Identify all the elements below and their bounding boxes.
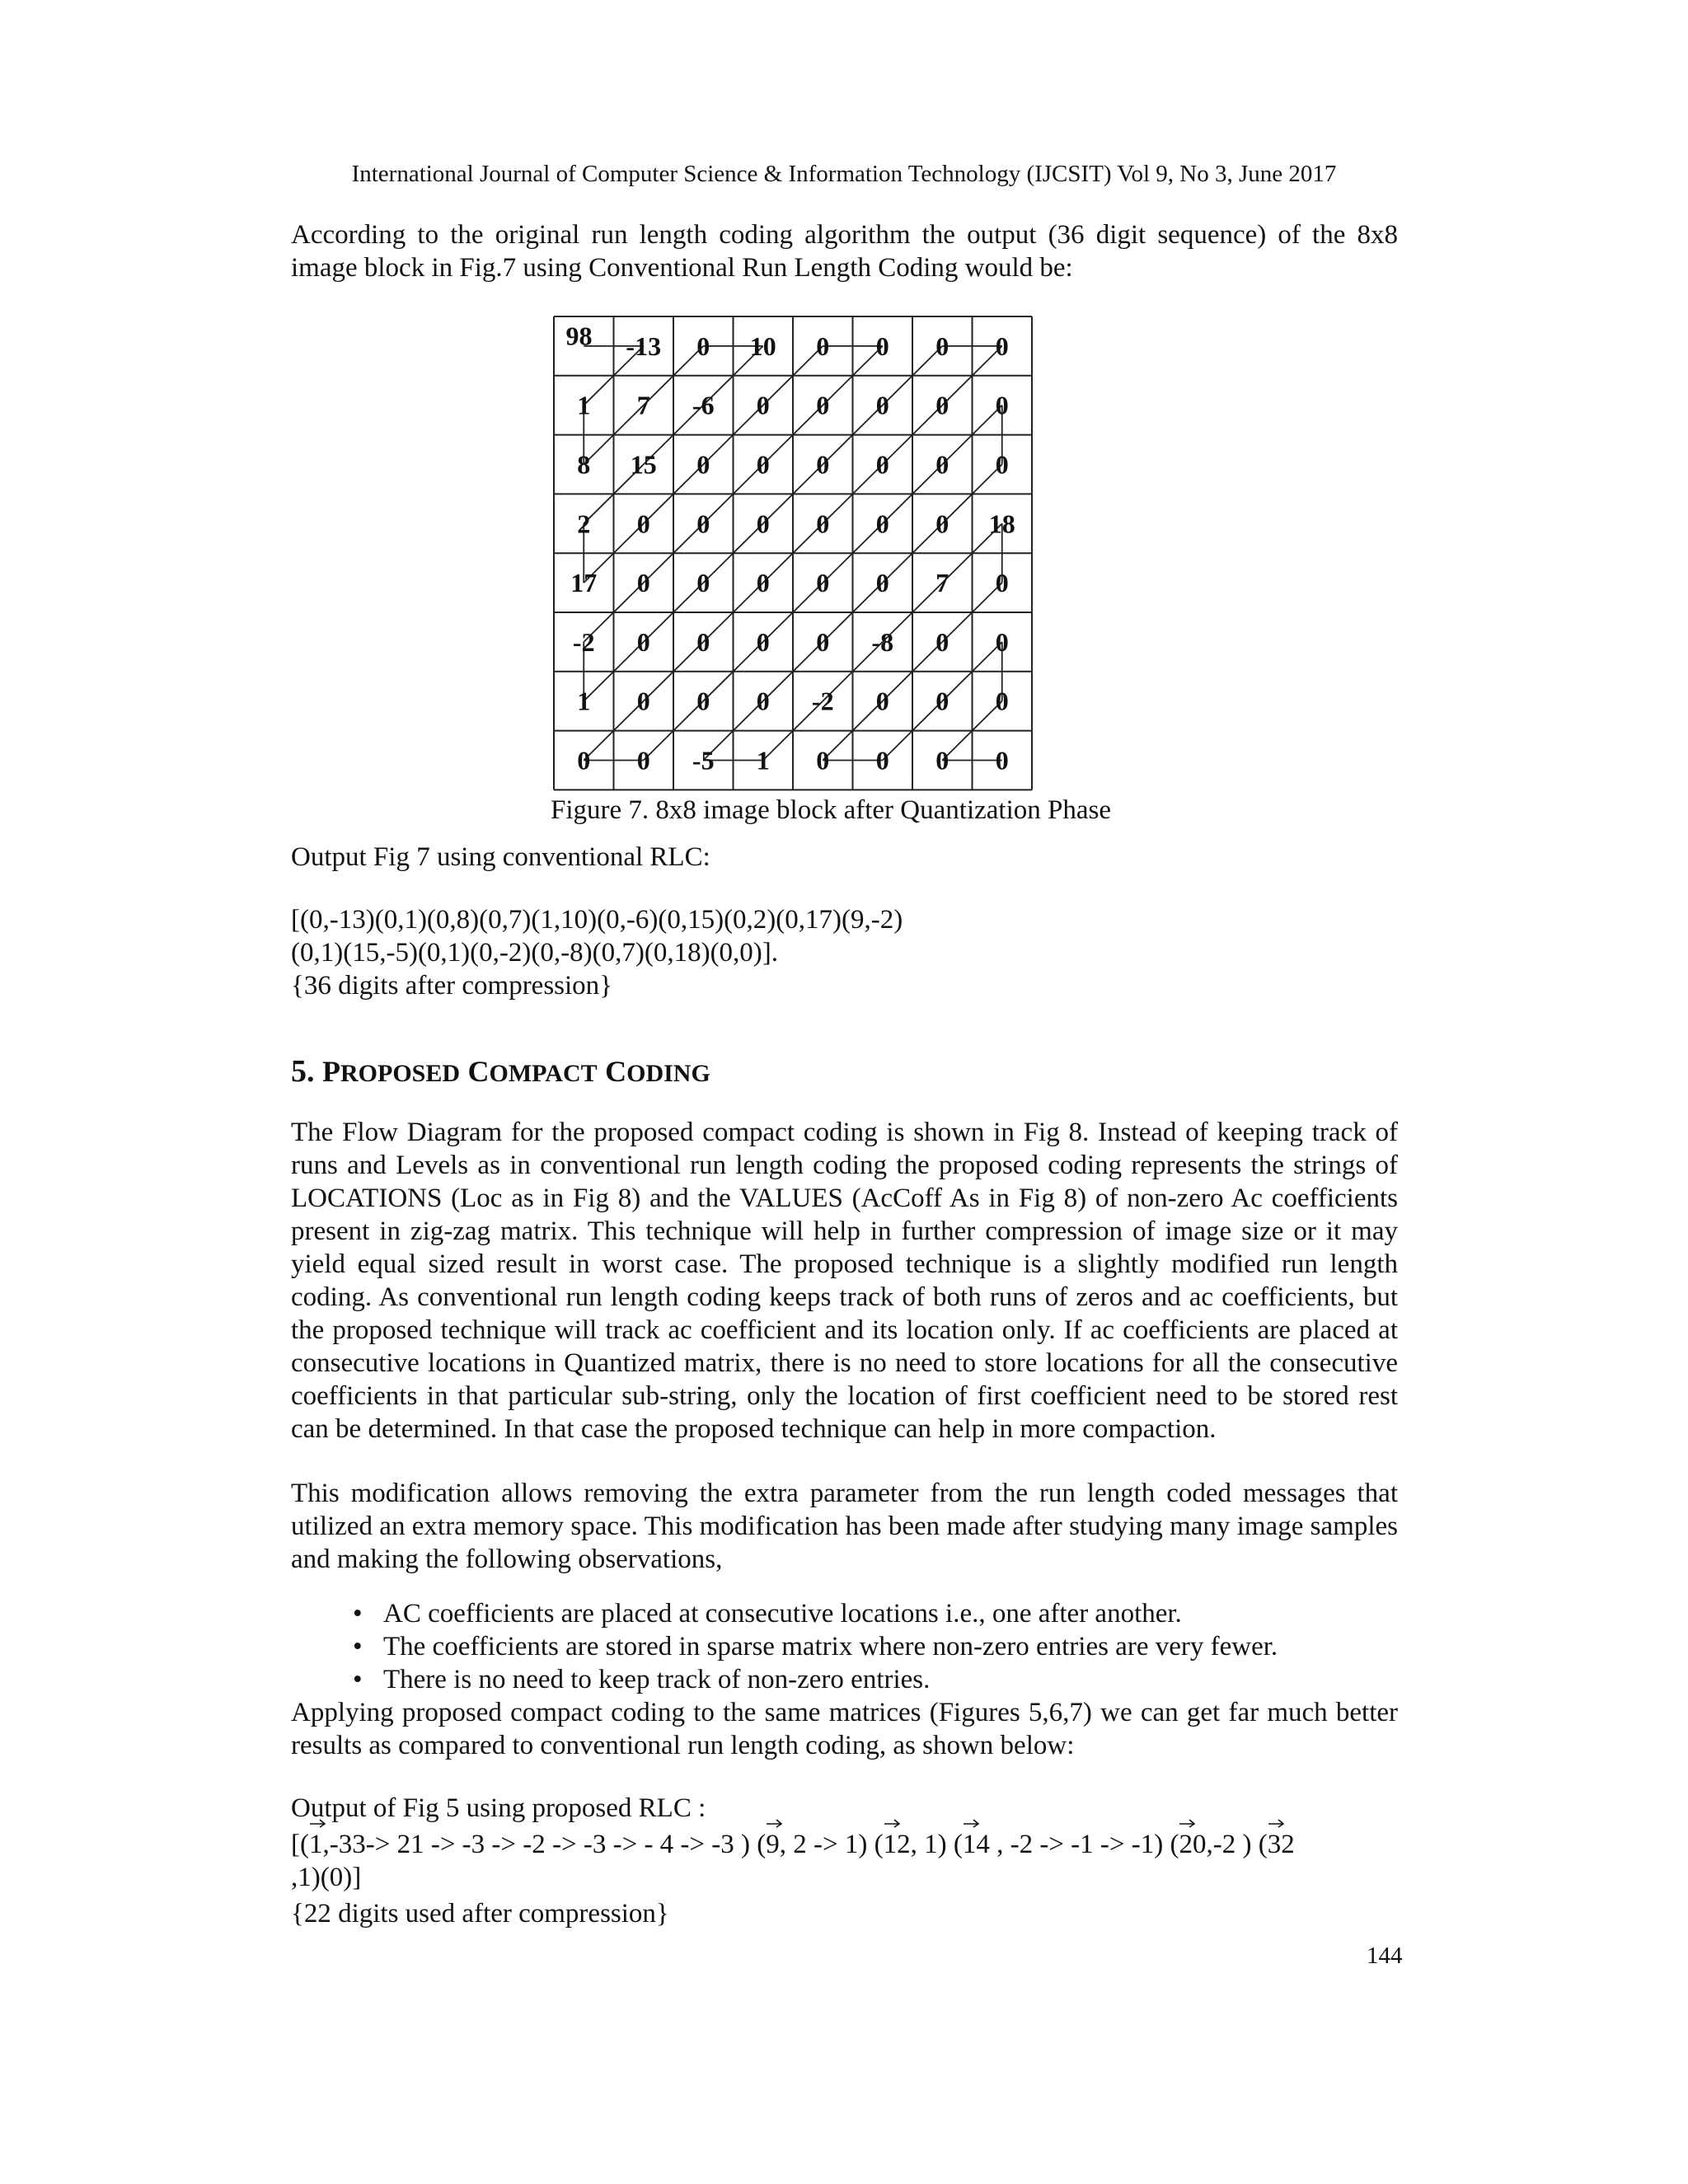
matrix-cell: 0 bbox=[935, 509, 950, 539]
fig5-output: [(1 ,-33-> 21 -> -3 -> -2 -> -3 -> - 4 -> -3 ) (9 , 2 -> 1) (12 , 1) (14 , -2 -> -1 -> -1) (20 ,-2 ) (32 ,1)(0)] bbox=[291, 1828, 1398, 1894]
matrix-cell: 0 bbox=[935, 686, 950, 716]
matrix-cell: 0 bbox=[935, 745, 950, 776]
matrix-cell: -8 bbox=[871, 626, 894, 657]
matrix-cell: 0 bbox=[696, 626, 710, 657]
section-heading bbox=[291, 1053, 710, 1090]
matrix-cell: 1 bbox=[577, 686, 591, 716]
matrix-cell: 0 bbox=[816, 626, 830, 657]
matrix-cell: 0 bbox=[995, 449, 1009, 480]
matrix-cell: 0 bbox=[696, 686, 710, 716]
matrix-cell: 0 bbox=[875, 568, 889, 598]
matrix-cell: 0 bbox=[875, 745, 889, 776]
matrix-cell: 0 bbox=[995, 330, 1009, 361]
matrix-cell: 0 bbox=[816, 449, 830, 480]
vector-location: 14 bbox=[963, 1828, 990, 1861]
vector-location: 20 bbox=[1179, 1828, 1206, 1861]
rlc-output-line-2: (0,1)(15,-5)(0,1)(0,-2)(0,-8)(0,7)(0,18)(0,0)]. bbox=[291, 938, 779, 968]
fig5-label: Output of Fig 5 using proposed RLC : bbox=[291, 1793, 706, 1823]
matrix-cell: 0 bbox=[636, 509, 650, 539]
matrix-cell: 7 bbox=[636, 390, 650, 420]
vector-arrow-icon bbox=[766, 1816, 782, 1828]
matrix-cell: 0 bbox=[816, 568, 830, 598]
matrix-cell: 0 bbox=[756, 626, 770, 657]
matrix-cell: 0 bbox=[636, 686, 650, 716]
matrix-cell: 1 bbox=[756, 745, 770, 776]
matrix-cell: 0 bbox=[636, 745, 650, 776]
matrix-cell: 0 bbox=[696, 449, 710, 480]
rlc-output-line-1: [(0,-13)(0,1)(0,8)(0,7)(1,10)(0,-6)(0,15)(0,2)(0,17)(9,-2) bbox=[291, 905, 903, 935]
matrix-cell: 0 bbox=[756, 449, 770, 480]
vector-arrow-icon bbox=[309, 1816, 326, 1828]
bullet-icon: • bbox=[353, 1599, 363, 1629]
matrix-cell: 0 bbox=[995, 390, 1009, 420]
list-item: • The coefficients are stored in sparse matrix where non-zero entries are very fewer. bbox=[353, 1632, 1278, 1661]
intro-paragraph: According to the original run length coding algorithm the output (36 digit sequence) of the 8x8 image block in Fig.7 using Conventional Run Length Coding would be: bbox=[291, 220, 1398, 283]
matrix-cell: 0 bbox=[756, 390, 770, 420]
section-title: PROPOSED COMPACT CODING bbox=[322, 1055, 710, 1088]
section-number: 5. bbox=[291, 1054, 315, 1089]
matrix-cell: 0 bbox=[816, 330, 830, 361]
matrix-cell: 0 bbox=[875, 509, 889, 539]
running-header: International Journal of Computer Science & Information Technology (IJCSIT) Vol 9, No 3, June 2017 bbox=[351, 161, 1337, 187]
matrix-cell: 15 bbox=[630, 449, 657, 480]
paragraph-2: This modification allows removing the extra parameter from the run length coded messages that utilized an extra memory space. This modification has been made after studying many image samples and making the following observations, bbox=[291, 1479, 1398, 1574]
vector-location: 1 bbox=[309, 1828, 323, 1861]
matrix-values bbox=[565, 321, 1015, 776]
matrix-cell: 0 bbox=[995, 568, 1009, 598]
matrix-cell: 0 bbox=[995, 626, 1009, 657]
fig5-note: {22 digits used after compression} bbox=[291, 1899, 669, 1929]
vector-arrow-icon bbox=[884, 1816, 900, 1828]
matrix-cell: 0 bbox=[756, 509, 770, 539]
matrix-cell: 0 bbox=[696, 330, 710, 361]
matrix-cell: 2 bbox=[577, 509, 591, 539]
matrix-cell: 0 bbox=[875, 686, 889, 716]
matrix-cell: -2 bbox=[811, 686, 834, 716]
quantized-matrix-figure bbox=[551, 313, 1136, 791]
matrix-cell: -6 bbox=[692, 390, 715, 420]
matrix-cell: 0 bbox=[696, 568, 710, 598]
matrix-cell: 98 bbox=[565, 321, 593, 351]
matrix-cell: 0 bbox=[816, 509, 830, 539]
matrix-cell: 0 bbox=[636, 626, 650, 657]
matrix-cell: 1 bbox=[577, 390, 591, 420]
vector-arrow-icon bbox=[963, 1816, 979, 1828]
matrix-cell: 0 bbox=[935, 390, 950, 420]
observation-list bbox=[291, 1597, 1398, 1696]
vector-location: 12 bbox=[884, 1828, 911, 1861]
matrix-cell: 0 bbox=[577, 745, 591, 776]
rlc-output-block bbox=[291, 903, 1398, 1002]
bullet-icon: • bbox=[353, 1632, 363, 1661]
matrix-cell: 0 bbox=[935, 330, 950, 361]
output-label: Output Fig 7 using conventional RLC: bbox=[291, 842, 710, 872]
page-number: 144 bbox=[1367, 1943, 1403, 1969]
matrix-cell: 0 bbox=[935, 449, 950, 480]
figure-caption: Figure 7. 8x8 image block after Quantization Phase bbox=[551, 795, 1111, 825]
list-item: • There is no need to keep track of non-zero entries. bbox=[353, 1665, 931, 1694]
matrix-cell: 0 bbox=[995, 745, 1009, 776]
list-item: • AC coefficients are placed at consecutive locations i.e., one after another. bbox=[353, 1599, 1182, 1629]
paragraph-3: Applying proposed compact coding to the same matrices (Figures 5,6,7) we can get far much better results as compared to conventional run length coding, as shown below: bbox=[291, 1698, 1398, 1760]
matrix-cell: 0 bbox=[756, 686, 770, 716]
matrix-cell: 0 bbox=[875, 449, 889, 480]
paragraph-1: The Flow Diagram for the proposed compact coding is shown in Fig 8. Instead of keeping track of runs and Levels as in conventional run length coding the proposed coding represents the strings of LOCATIONS (Loc as in Fig 8) and the VALUES (AcCoff As in Fig 8) of non-zero Ac coefficients present in zig-zag matrix. This technique will help in further compression of image size or it may yield equal sized result in worst case. The proposed technique is a slightly modified run length coding. As conventional run length coding keeps track of both runs of zeros and ac coefficients, but the proposed technique will track ac coefficient and its location only. If ac coefficients are placed at consecutive locations in Quantized matrix, there is no need to store locations for all the consecutive coefficients in that particular sub-string, only the location of first coefficient need to be stored rest can be determined. In that case the proposed technique can help in more compaction. bbox=[291, 1118, 1398, 1444]
vector-arrow-icon bbox=[1268, 1816, 1284, 1828]
matrix-cell: 0 bbox=[636, 568, 650, 598]
matrix-cell: 8 bbox=[577, 449, 591, 480]
matrix-cell: -5 bbox=[692, 745, 715, 776]
vector-location: 32 bbox=[1268, 1828, 1295, 1861]
matrix-cell: 0 bbox=[995, 686, 1009, 716]
matrix-cell: 0 bbox=[816, 745, 830, 776]
matrix-cell: 10 bbox=[749, 330, 776, 361]
matrix-cell: 17 bbox=[570, 568, 598, 598]
matrix-cell: 0 bbox=[696, 509, 710, 539]
matrix-cell: 7 bbox=[935, 568, 950, 598]
matrix-cell: 0 bbox=[935, 626, 950, 657]
matrix-cell: 0 bbox=[875, 330, 889, 361]
matrix-cell: 0 bbox=[816, 390, 830, 420]
matrix-cell: 0 bbox=[875, 390, 889, 420]
matrix-cell: -13 bbox=[626, 330, 662, 361]
rlc-output-note: {36 digits after compression} bbox=[291, 971, 613, 1001]
vector-arrow-icon bbox=[1179, 1816, 1195, 1828]
bullet-icon: • bbox=[353, 1665, 363, 1694]
matrix-cell: -2 bbox=[572, 626, 595, 657]
vector-location: 9 bbox=[766, 1828, 780, 1861]
matrix-cell: 18 bbox=[988, 509, 1015, 539]
matrix-cell: 0 bbox=[756, 568, 770, 598]
